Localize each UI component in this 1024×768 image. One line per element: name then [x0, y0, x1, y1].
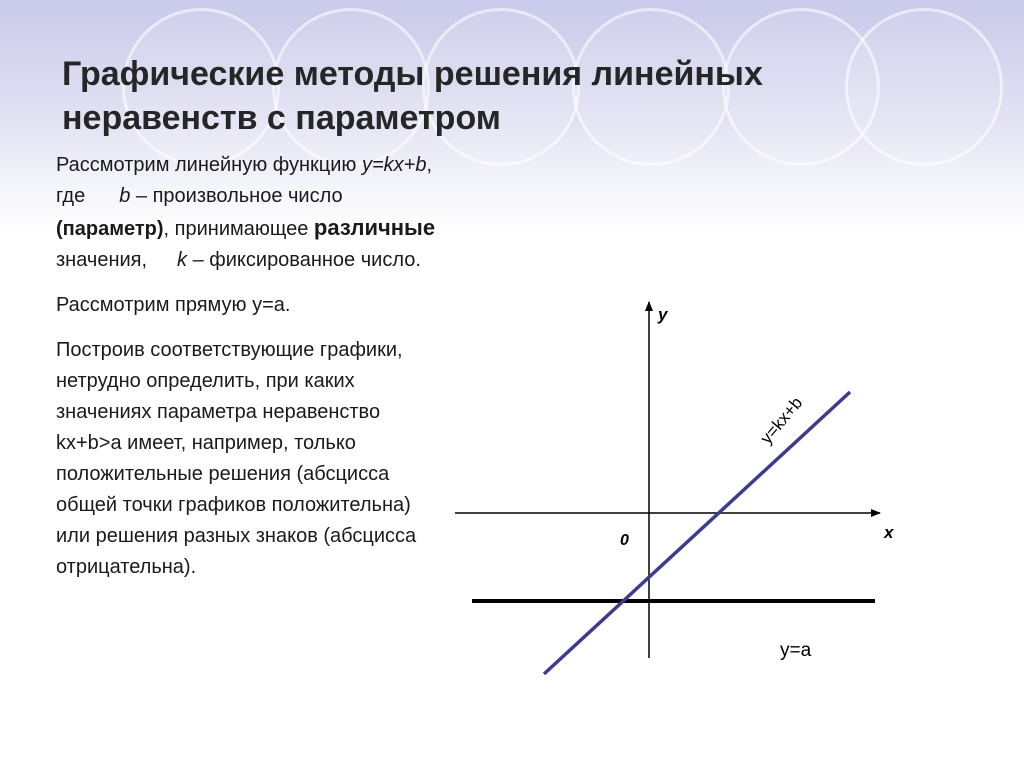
parameter-term: (параметр)	[56, 218, 164, 240]
slide-title: Графические методы решения линейных неравенств с параметром	[62, 55, 763, 137]
graph-diagram	[440, 290, 910, 700]
slide-text	[56, 150, 436, 583]
horizontal-line-label: y=a	[780, 640, 812, 661]
formula-linear: y=kx+b	[362, 154, 427, 176]
variable-k: k	[177, 249, 188, 271]
emphasis-various: различные	[313, 215, 436, 240]
line-y-kx-b	[544, 392, 850, 674]
variable-b: b	[119, 185, 131, 207]
x-axis-label: x	[884, 523, 894, 542]
y-axis-label: y	[658, 305, 668, 324]
line-label: y=kx+b	[756, 393, 807, 448]
paragraph-function: Рассмотрим линейную функцию y=kx+b, где b – произвольное число (параметр), принимающее различные значения, k – фиксированное число.	[56, 154, 436, 271]
origin-label: 0	[620, 532, 629, 549]
paragraph-construction: Построив соответствующие графики, нетрудно определить, при каких значениях параметра неравенство kx+b>a имеет, например, только положительные решения (абсцисса общей точки графиков положительна) или решения разных знаков (абсцисса отрицательна).	[56, 339, 417, 578]
paragraph-line: Рассмотрим прямую y=a.	[56, 294, 291, 316]
